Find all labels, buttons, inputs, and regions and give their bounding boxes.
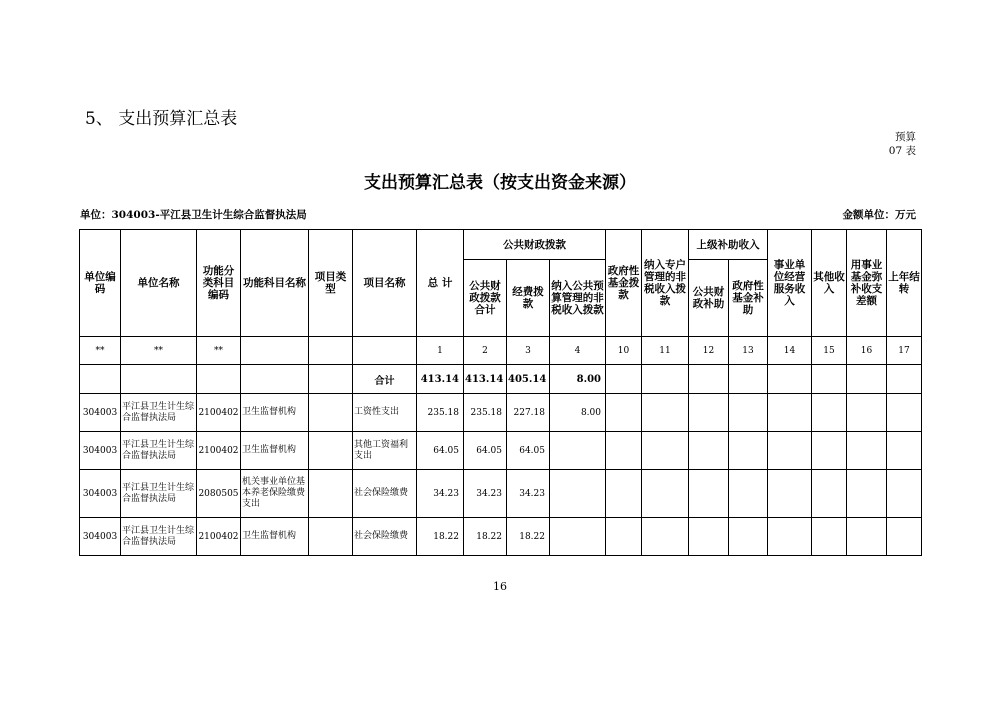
index-cell	[353, 337, 417, 365]
money-unit: 金额单位：万元	[842, 209, 916, 221]
row-pf-nontax: 8.00	[550, 394, 606, 432]
index-cell: 12	[689, 337, 729, 365]
index-cell: 15	[812, 337, 847, 365]
header-proj-type: 项目类型	[309, 230, 353, 337]
total-label: 合计	[353, 365, 417, 394]
row-pf-nontax	[550, 518, 606, 556]
row-pf-funds: 227.18	[507, 394, 550, 432]
header-sup-gov: 政府性基金补助	[729, 260, 768, 337]
row-pf-total: 235.18	[464, 394, 507, 432]
header-other: 其他收入	[812, 230, 847, 337]
form-code-line2: 07 表	[888, 145, 916, 157]
table-row	[80, 518, 922, 556]
unit-line: 单位：304003-平江县卫生计生综合监督执法局	[80, 209, 307, 221]
header-business: 事业单位经营服务收入	[768, 230, 812, 337]
row-func-code: 2080505	[197, 470, 241, 518]
header-superior: 上级补助收入	[689, 230, 768, 260]
form-code-line1: 预算	[895, 131, 916, 143]
index-cell: 10	[606, 337, 642, 365]
header-special-nontax: 纳入专户管理的非税收入拨款	[642, 230, 689, 337]
row-proj-name: 社会保险缴费	[353, 518, 417, 556]
index-cell: **	[121, 337, 197, 365]
index-cell: 1	[417, 337, 464, 365]
header-proj-name: 项目名称	[353, 230, 417, 337]
row-pf-total: 18.22	[464, 518, 507, 556]
row-total: 235.18	[417, 394, 464, 432]
header-unit-code: 单位编码	[80, 230, 121, 337]
row-total: 18.22	[417, 518, 464, 556]
row-func-code: 2100402	[197, 432, 241, 470]
row-proj-name: 其他工资福利支出	[353, 432, 417, 470]
header-gov-fund: 政府性基金拨款	[606, 230, 642, 337]
row-func-code: 2100402	[197, 394, 241, 432]
header-public-finance: 公共财政拨款	[464, 230, 606, 260]
total-pf-funds: 405.14	[507, 365, 550, 394]
header-pf-funds: 经费拨款	[507, 260, 550, 337]
total-pf-nontax: 8.00	[550, 365, 606, 394]
row-unit-name: 平江县卫生计生综合监督执法局	[121, 518, 197, 556]
index-cell: 4	[550, 337, 606, 365]
index-cell	[309, 337, 353, 365]
row-func-name: 卫生监督机构	[241, 394, 309, 432]
index-cell: **	[80, 337, 121, 365]
row-func-name: 卫生监督机构	[241, 518, 309, 556]
index-cell: 14	[768, 337, 812, 365]
header-fund-cover: 用事业基金弥补收支差额	[847, 230, 887, 337]
index-cell: 3	[507, 337, 550, 365]
header-func-name: 功能科目名称	[241, 230, 309, 337]
index-cell: 11	[642, 337, 689, 365]
index-cell: 17	[887, 337, 922, 365]
row-total: 34.23	[417, 470, 464, 518]
budget-table	[79, 229, 922, 556]
header-sup-public: 公共财政补助	[689, 260, 729, 337]
row-unit-name: 平江县卫生计生综合监督执法局	[121, 394, 197, 432]
row-pf-total: 64.05	[464, 432, 507, 470]
row-code: 304003	[80, 432, 121, 470]
row-pf-nontax	[550, 470, 606, 518]
table-row	[80, 432, 922, 470]
header-unit-name: 单位名称	[121, 230, 197, 337]
row-pf-funds: 34.23	[507, 470, 550, 518]
row-func-code: 2100402	[197, 518, 241, 556]
row-code: 304003	[80, 470, 121, 518]
row-code: 304003	[80, 518, 121, 556]
table-title: 支出预算汇总表（按支出资金来源）	[364, 173, 636, 193]
row-func-name: 卫生监督机构	[241, 432, 309, 470]
form-code	[889, 130, 916, 158]
index-row	[80, 337, 922, 365]
index-cell: 13	[729, 337, 768, 365]
section-title: 5、 支出预算汇总表	[85, 109, 238, 129]
row-func-name: 机关事业单位基本养老保险缴费支出	[241, 470, 309, 518]
row-proj-name: 社会保险缴费	[353, 470, 417, 518]
row-pf-funds: 64.05	[507, 432, 550, 470]
row-pf-funds: 18.22	[507, 518, 550, 556]
row-total: 64.05	[417, 432, 464, 470]
row-proj-name: 工资性支出	[353, 394, 417, 432]
header-carryover: 上年结转	[887, 230, 922, 337]
row-code: 304003	[80, 394, 121, 432]
row-pf-total: 34.23	[464, 470, 507, 518]
page-number: 16	[493, 580, 507, 593]
header-func-code: 功能分类科目编码	[197, 230, 241, 337]
row-unit-name: 平江县卫生计生综合监督执法局	[121, 432, 197, 470]
index-cell: **	[197, 337, 241, 365]
row-unit-name: 平江县卫生计生综合监督执法局	[121, 470, 197, 518]
header-pf-total: 公共财政拨款合计	[464, 260, 507, 337]
header-total: 总 计	[417, 230, 464, 337]
total-total: 413.14	[417, 365, 464, 394]
index-cell: 16	[847, 337, 887, 365]
table-row	[80, 394, 922, 432]
index-cell: 2	[464, 337, 507, 365]
index-cell	[241, 337, 309, 365]
total-pf-total: 413.14	[464, 365, 507, 394]
header-row-1	[80, 230, 922, 260]
total-row	[80, 365, 922, 394]
table-row	[80, 470, 922, 518]
header-pf-nontax: 纳入公共预算管理的非税收入拨款	[550, 260, 606, 337]
row-pf-nontax	[550, 432, 606, 470]
